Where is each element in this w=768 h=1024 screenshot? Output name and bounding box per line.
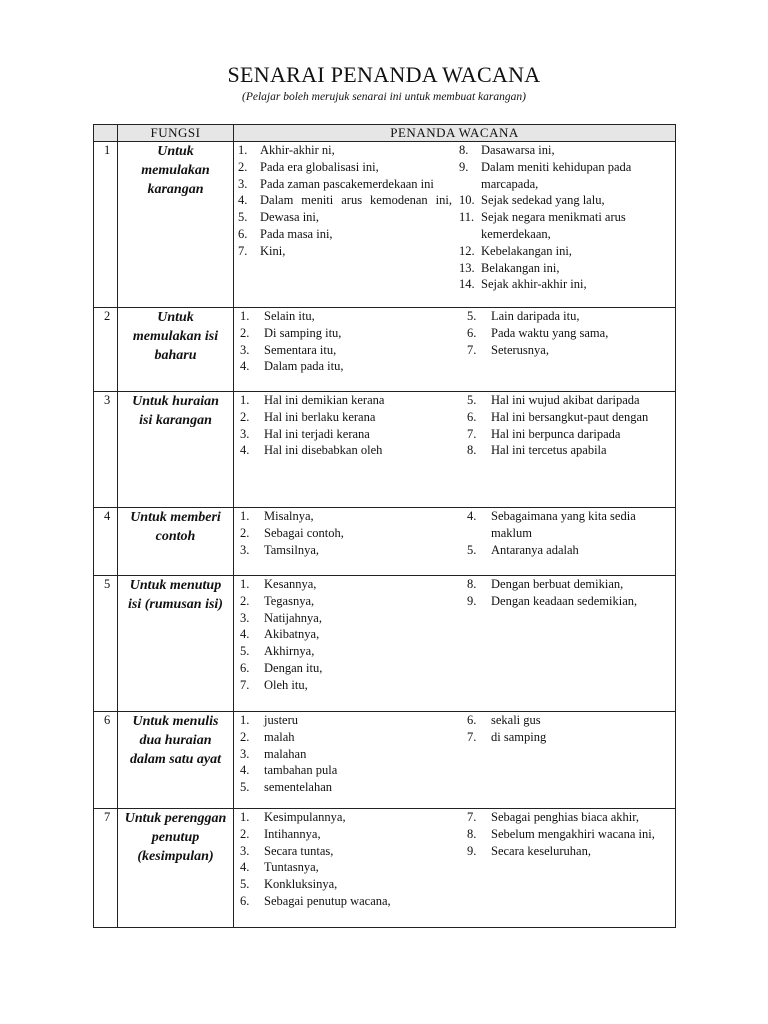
list-item [240,729,458,746]
page-subtitle: (Pelajar boleh merujuk senarai ini untuk membuat karangan) [242,91,526,103]
item-text: Pada era globalisasi ini, [260,159,379,174]
penanda-cell [234,712,676,809]
list-item [467,593,669,610]
list-item [240,660,458,677]
item-number: 4. [240,359,250,374]
list-item [459,276,669,293]
penanda-list [467,712,669,746]
penanda-list [459,142,669,293]
list-item [459,192,669,209]
penanda-column-right [458,712,675,796]
header-fungsi: FUNGSI [118,125,234,142]
item-text: justeru [264,713,299,727]
item-number: 3. [240,426,250,441]
list-item [240,712,458,729]
header-no [94,125,118,142]
item-number: 1. [240,713,250,727]
list-item [467,542,669,559]
penanda-column-right [458,508,675,558]
fungsi-cell [118,576,234,712]
list-item [467,409,669,426]
list-item [240,308,458,325]
penanda-column-left [234,142,455,293]
item-number: 5. [467,542,477,557]
item-text: sekali gus [491,713,541,727]
item-number: 11. [459,210,475,225]
item-number: 2. [240,826,250,841]
item-number: 7. [240,677,250,692]
item-number: 1. [240,577,250,591]
item-text: Dewasa ini, [260,210,320,225]
item-text: Hal ini tercetus apabila [491,443,607,458]
list-item [240,610,458,627]
list-item [240,358,458,375]
list-item [238,243,452,260]
list-item [240,525,458,542]
list-item [459,260,669,277]
penanda-column-left [234,508,458,558]
item-text: Misalnya, [264,509,314,523]
item-number: 4. [467,509,477,523]
fungsi-label: Untuk huraian isi karangan [132,394,219,428]
penanda-list [467,508,669,558]
item-number: 2. [240,593,250,608]
list-item [240,508,458,525]
list-item [240,746,458,763]
item-number: 5. [467,393,477,407]
item-text: Konkluksinya, [264,877,338,892]
penanda-list [240,809,458,910]
list-item [240,426,458,443]
list-item [467,426,669,443]
row-number: 7 [94,809,118,928]
item-text: Sebagai penutup wacana, [264,893,391,908]
list-item [240,392,458,409]
list-item [467,809,669,826]
page-title: SENARAI PENANDA WACANA [227,62,541,87]
list-item [240,409,458,426]
list-item [240,893,458,910]
item-text: Pada masa ini, [260,226,333,241]
penanda-column-left [234,392,458,459]
item-number: 7. [238,243,248,258]
item-number: 2. [240,729,250,744]
item-text: Secara keseluruhan, [491,843,591,858]
item-text: Kesimpulannya, [264,810,346,824]
item-text: Di samping itu, [264,325,342,340]
table-row [94,392,676,508]
item-number: 3. [240,342,250,357]
penanda-list [467,392,669,459]
item-text: Sejak negara menikmati arus kemerdekaan, [481,210,626,241]
item-text: Sementara itu, [264,342,337,357]
penanda-list [240,308,458,375]
table-row [94,142,676,308]
list-item [240,779,458,796]
list-item [238,226,452,243]
penanda-column-right [458,308,675,375]
item-number: 1. [240,393,250,407]
list-item [240,809,458,826]
list-item [238,159,452,176]
penanda-list [238,142,452,260]
fungsi-cell [118,712,234,809]
item-text: Dalam meniti arus kemodenan ini, [260,193,452,208]
item-text: Sejak sedekad yang lalu, [481,193,605,208]
table-row [94,712,676,809]
penanda-wacana-table [93,124,676,928]
item-text: Hal ini disebabkan oleh [264,443,383,458]
item-number: 8. [467,443,477,458]
penanda-cell [234,392,676,508]
item-number: 4. [240,443,250,458]
item-number: 9. [459,159,469,174]
item-text: Dengan keadaan sedemikian, [491,593,638,608]
item-text: Hal ini wujud akibat daripada [491,393,640,407]
item-number: 13. [459,260,475,275]
penanda-column-left [234,576,458,694]
item-number: 9. [467,843,477,858]
item-number: 4. [238,193,248,208]
fungsi-label: Untuk memulakan isi baharu [132,310,219,363]
item-number: 3. [238,176,248,191]
item-number: 4. [240,860,250,875]
fungsi-cell [118,308,234,392]
item-text: Oleh itu, [264,677,308,692]
item-text: Pada zaman pascakemerdekaan ini [260,176,434,191]
item-text: Sebagai penghias biaca akhir, [491,810,640,824]
list-item [240,593,458,610]
header-penanda-wacana: PENANDA WACANA [234,125,676,142]
item-number: 1. [240,810,250,824]
item-number: 3. [240,610,250,625]
item-number: 8. [467,826,477,841]
item-text: Lain daripada itu, [491,309,580,323]
list-item [238,142,452,159]
row-number: 2 [94,308,118,392]
item-number: 9. [467,593,477,608]
list-item [459,243,669,260]
fungsi-label: Untuk perenggan penutup (kesimpulan) [124,811,227,864]
item-number: 7. [467,426,477,441]
list-item [459,142,669,159]
fungsi-cell [118,809,234,928]
list-item [467,392,669,409]
penanda-column-left [234,308,458,375]
penanda-column-right [455,142,675,293]
item-number: 2. [240,325,250,340]
item-text: Hal ini berlaku kerana [264,409,376,424]
item-text: Kini, [260,243,286,258]
item-number: 12. [459,243,475,258]
item-number: 4. [240,627,250,642]
item-number: 1. [240,509,250,523]
item-text: Dasawarsa ini, [481,143,555,157]
list-item [467,325,669,342]
item-text: Dalam pada itu, [264,359,344,374]
item-text: Hal ini berpunca daripada [491,426,621,441]
item-number: 6. [467,325,477,340]
list-item [240,762,458,779]
row-number: 4 [94,508,118,576]
item-text: Akhir-akhir ni, [260,143,335,157]
item-text: Intihannya, [264,826,321,841]
penanda-column-right [458,576,675,694]
list-item [467,508,669,542]
penanda-list [240,392,458,459]
item-number: 4. [240,763,250,778]
list-item [467,712,669,729]
item-text: Kesannya, [264,577,317,591]
penanda-cell [234,508,676,576]
item-text: Hal ini bersangkut-paut dengan [491,409,649,424]
item-number: 6. [240,660,250,675]
list-item [467,843,669,860]
item-number: 3. [240,746,250,761]
fungsi-label: Untuk memberi contoh [130,510,221,544]
item-number: 1. [238,143,248,157]
penanda-column-left [234,712,458,796]
list-item [240,677,458,694]
table-header-row [94,125,676,142]
list-item [240,542,458,559]
item-text: Seterusnya, [491,342,549,357]
penanda-list [240,576,458,694]
item-number: 6. [240,893,250,908]
item-number: 8. [467,577,477,591]
list-item [467,442,669,459]
item-text: Hal ini demikian kerana [264,393,385,407]
item-text: Akhirnya, [264,644,315,659]
penanda-list [467,576,669,610]
item-text: sementelahan [264,780,333,795]
penanda-list [240,508,458,558]
item-number: 14. [459,277,475,292]
item-number: 1. [240,309,250,323]
penanda-cell [234,308,676,392]
row-number: 6 [94,712,118,809]
item-text: Tamsilnya, [264,542,320,557]
fungsi-label: Untuk memulakan karangan [141,144,210,197]
table-row [94,508,676,576]
list-item [240,643,458,660]
item-text: Sebagai contoh, [264,525,344,540]
table-row [94,809,676,928]
item-number: 2. [240,409,250,424]
penanda-cell [234,576,676,712]
item-number: 10. [459,193,475,208]
item-number: 5. [467,309,477,323]
item-text: di samping [491,729,547,744]
list-item [467,826,669,843]
item-number: 5. [240,644,250,659]
item-text: Akibatnya, [264,627,320,642]
table-row [94,576,676,712]
penanda-cell [234,809,676,928]
list-item [240,576,458,593]
item-text: tambahan pula [264,763,338,778]
list-item [240,626,458,643]
list-item [238,192,452,209]
item-number: 5. [240,780,250,795]
item-text: Sejak akhir-akhir ini, [481,277,587,292]
item-text: Pada waktu yang sama, [491,325,609,340]
list-item [240,342,458,359]
table-row [94,308,676,392]
list-item [459,159,669,193]
item-text: Kebelakangan ini, [481,243,572,258]
item-text: Dengan itu, [264,660,323,675]
item-number: 6. [467,713,477,727]
list-item [240,859,458,876]
list-item [467,729,669,746]
list-item [467,342,669,359]
list-item [238,209,452,226]
penanda-cell [234,142,676,308]
list-item [459,209,669,243]
fungsi-cell [118,142,234,308]
list-item [467,308,669,325]
list-item [240,442,458,459]
penanda-list [467,809,669,859]
item-number: 5. [240,877,250,892]
fungsi-cell [118,392,234,508]
item-text: Secara tuntas, [264,843,334,858]
row-number: 3 [94,392,118,508]
item-number: 5. [238,210,248,225]
fungsi-label: Untuk menulis dua huraian dalam satu ayat [129,714,221,767]
item-text: Sebelum mengakhiri wacana ini, [491,826,655,841]
item-number: 6. [467,409,477,424]
penanda-column-left [234,809,458,910]
item-text: Dengan berbuat demikian, [491,577,624,591]
item-number: 2. [238,159,248,174]
list-item [240,325,458,342]
item-number: 6. [238,226,248,241]
item-text: Belakangan ini, [481,260,560,275]
item-text: malahan [264,746,307,761]
list-item [240,876,458,893]
item-number: 7. [467,810,477,824]
fungsi-cell [118,508,234,576]
list-item [467,576,669,593]
penanda-column-right [458,392,675,459]
item-number: 2. [240,525,250,540]
row-number: 1 [94,142,118,308]
penanda-column-right [458,809,675,910]
item-text: malah [264,729,295,744]
row-number: 5 [94,576,118,712]
item-number: 7. [467,729,477,744]
item-text: Sebagaimana yang kita sedia maklum [491,509,636,540]
item-number: 3. [240,843,250,858]
item-number: 8. [459,143,469,157]
item-number: 7. [467,342,477,357]
penanda-list [467,308,669,358]
item-number: 3. [240,542,250,557]
item-text: Tuntasnya, [264,860,319,875]
item-text: Dalam meniti kehidupan pada marcapada, [481,159,632,191]
list-item [238,176,452,193]
item-text: Hal ini terjadi kerana [264,426,370,441]
item-text: Natijahnya, [264,610,322,625]
list-item [240,826,458,843]
item-text: Tegasnya, [264,593,315,608]
list-item [240,843,458,860]
item-text: Antaranya adalah [491,542,579,557]
item-text: Selain itu, [264,309,315,323]
penanda-list [240,712,458,796]
fungsi-label: Untuk menutup isi (rumusan isi) [128,578,223,612]
